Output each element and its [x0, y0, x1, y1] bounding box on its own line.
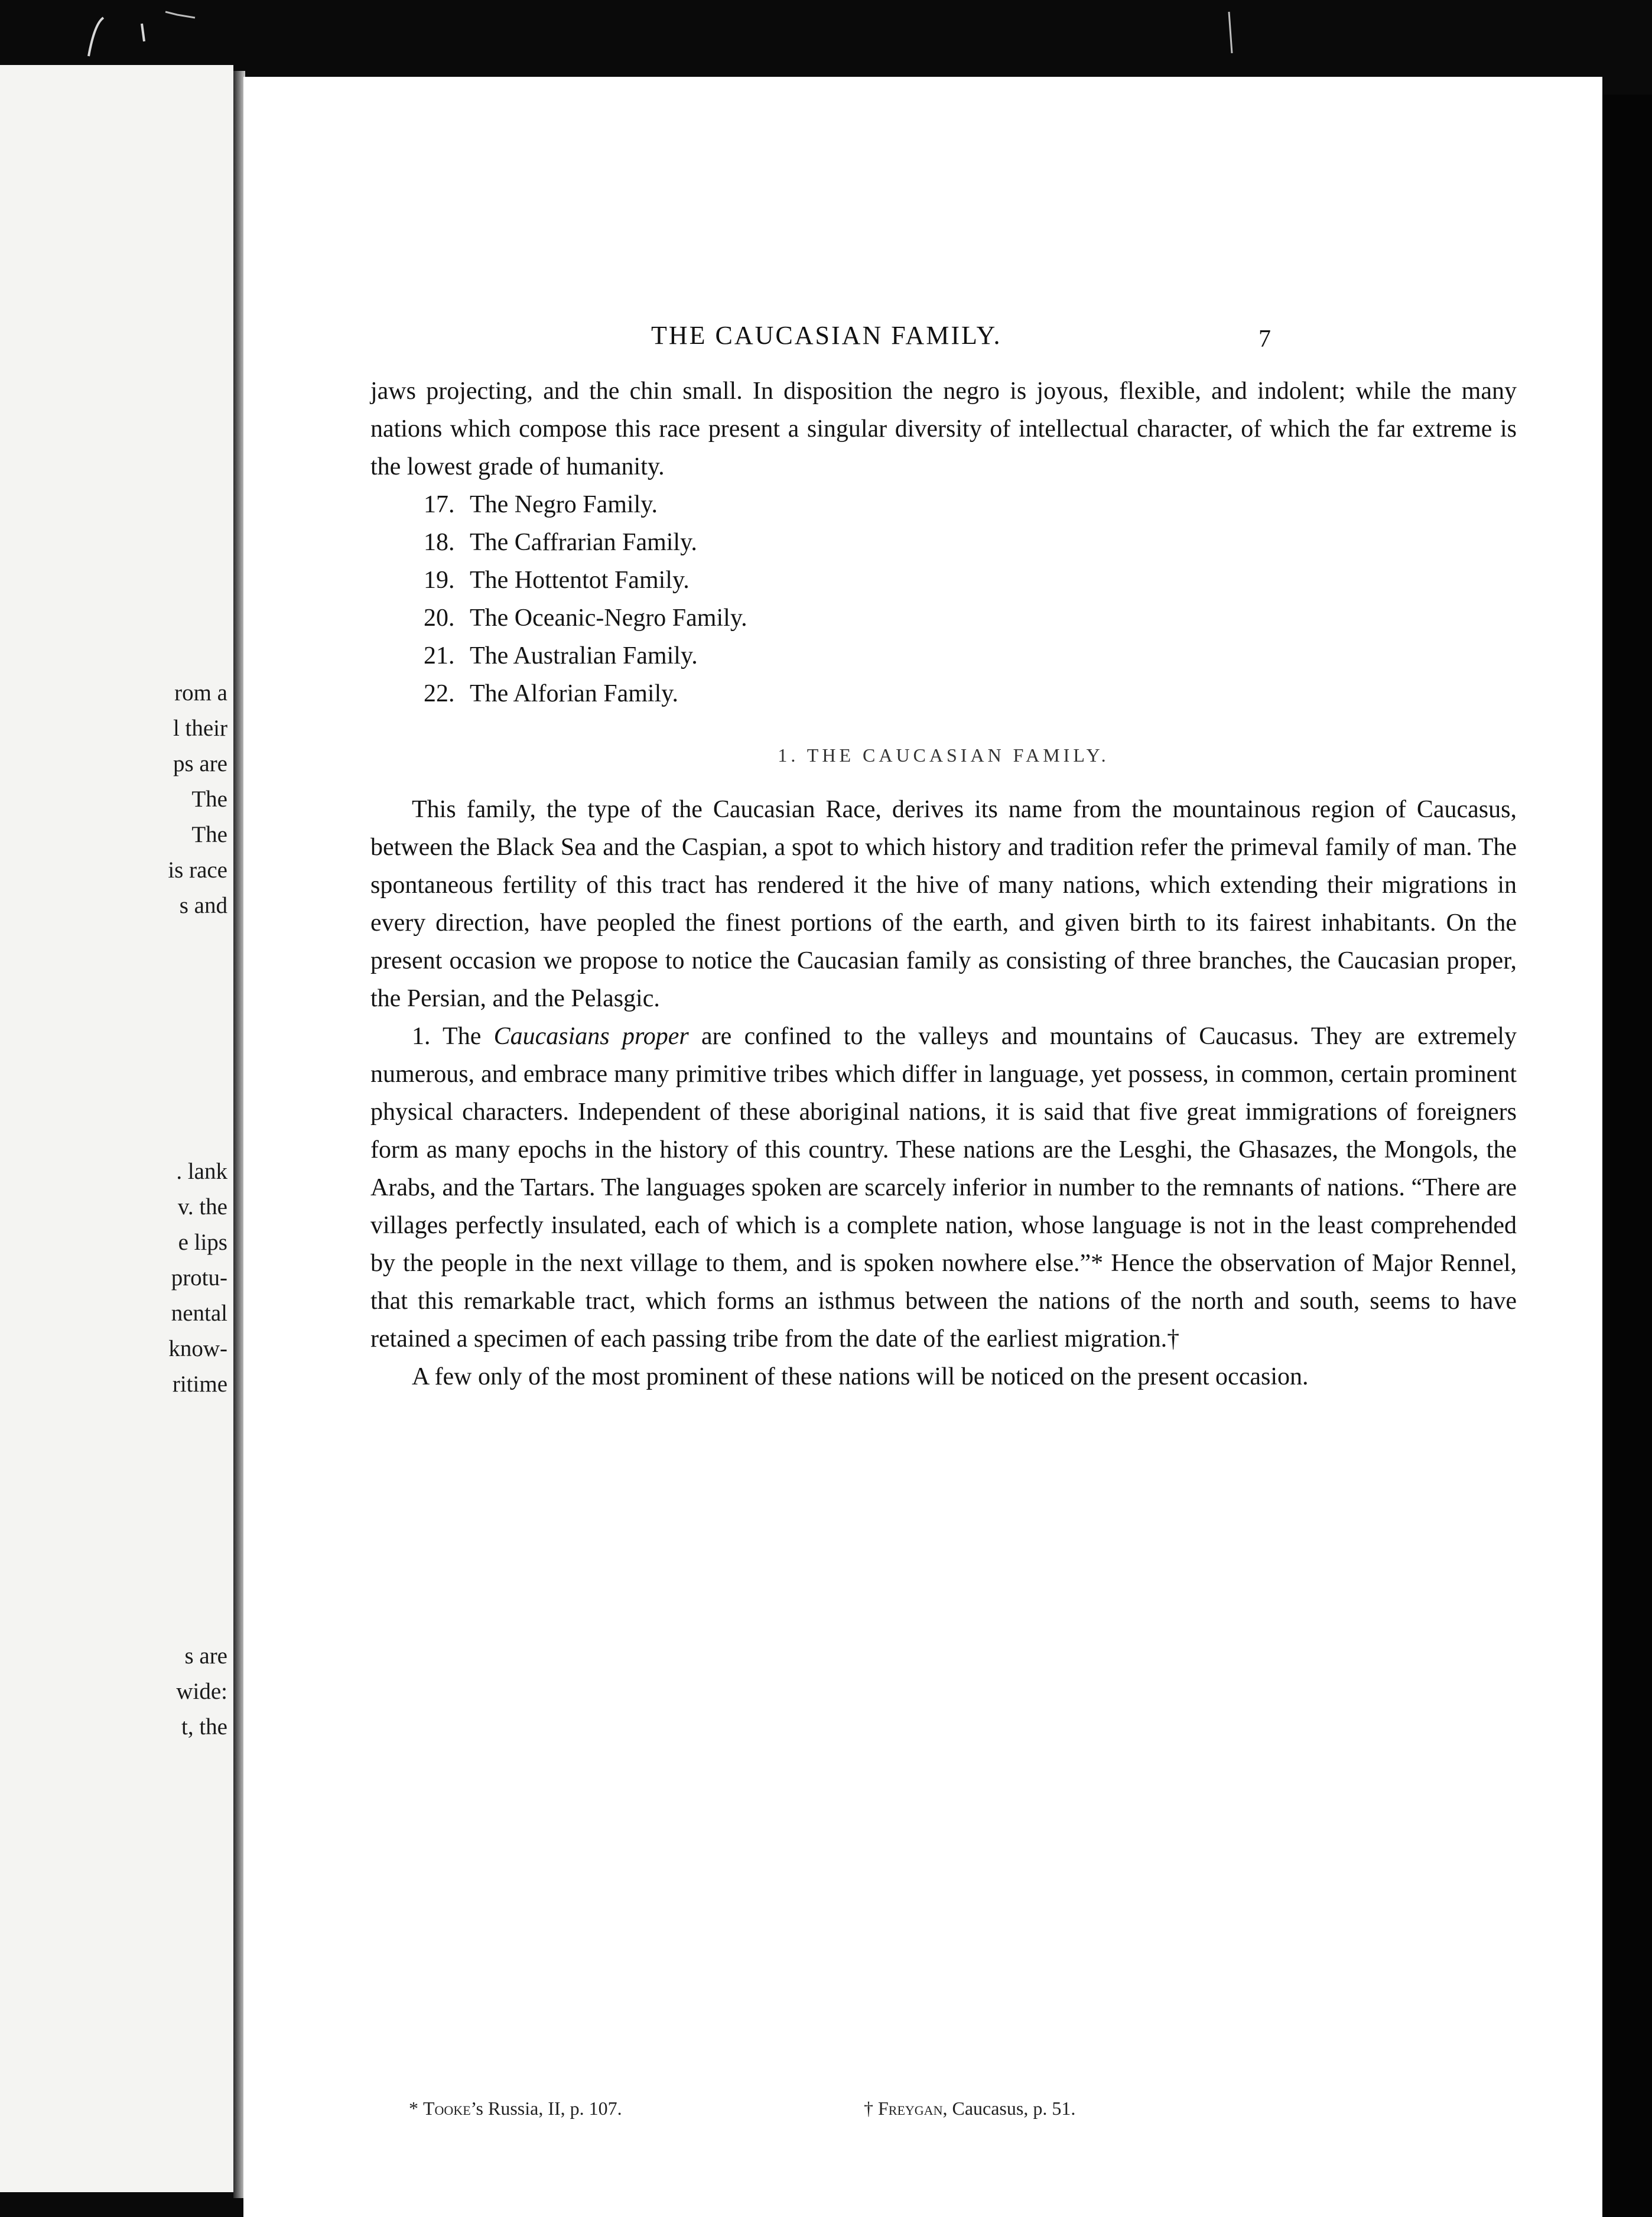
- list-number: 20.: [424, 604, 455, 632]
- left-fragment: s and: [179, 893, 227, 918]
- footnote-text: ’s Russia, II, p. 107.: [470, 2098, 622, 2119]
- list-item: [424, 675, 1517, 713]
- list-number: 18.: [424, 529, 455, 556]
- list-label: The Oceanic-Negro Family.: [470, 604, 747, 632]
- footnote-1: [409, 2098, 622, 2120]
- left-fragment: is race: [168, 857, 227, 883]
- left-fragment: wide:: [176, 1679, 227, 1704]
- paragraph-caucasians-proper: [370, 1018, 1517, 1358]
- page-number: 7: [1258, 326, 1271, 353]
- left-facing-page: [0, 65, 233, 2192]
- scan-border-right: [1602, 95, 1652, 2217]
- right-page: [243, 77, 1602, 2217]
- left-fragment: protu-: [171, 1265, 227, 1290]
- family-list: [370, 486, 1517, 713]
- list-item: [424, 561, 1517, 599]
- paragraph-continuation: jaws projecting, and the chin small. In disposition the negro is joyous, flexible, and indolent; while the many nations which compose this race present a singular diversity of intellectual character, of which the far extreme is the lowest grade of humanity.: [370, 378, 1517, 480]
- footnote-mark: †: [864, 2098, 878, 2119]
- footnote-text: , Caucasus, p. 51.: [942, 2098, 1076, 2119]
- footnote-2: [864, 2098, 1075, 2120]
- list-item: [424, 486, 1517, 524]
- left-fragment: The: [191, 786, 227, 812]
- paragraph-lead: 1. The: [412, 1023, 494, 1050]
- left-fragment: ps are: [173, 751, 227, 776]
- list-label: The Caffrarian Family.: [470, 529, 697, 556]
- scan-artifacts: [0, 0, 1652, 95]
- list-number: 17.: [424, 491, 455, 518]
- section-heading: 1. THE CAUCASIAN FAMILY.: [778, 745, 1110, 766]
- left-fragment: ritime: [172, 1371, 227, 1397]
- list-label: The Australian Family.: [470, 642, 698, 669]
- left-fragment: rom a: [174, 680, 227, 706]
- running-head: THE CAUCASIAN FAMILY.: [651, 321, 1002, 350]
- left-fragment: t, the: [181, 1714, 227, 1740]
- left-fragment: The: [191, 822, 227, 847]
- footnote-author: Tooke: [423, 2098, 471, 2119]
- list-item: [424, 599, 1517, 637]
- list-item: [424, 637, 1517, 675]
- footnote-mark: *: [409, 2098, 423, 2119]
- list-item: [424, 524, 1517, 561]
- left-fragment: know-: [168, 1336, 227, 1361]
- page-body: [370, 372, 1517, 1396]
- list-number: 21.: [424, 642, 455, 669]
- paragraph-text: are confined to the valleys and mountains of Caucasus. They are extremely numerous, and embrace many primitive tribes which differ in language, yet possess, in common, certain prominent physical characters. Independent of these aboriginal nations, it is said that five great immigrations of foreigners form as many epochs in the history of this country. These nations are the Lesghi, the Ghasazes, the Mongols, the Arabs, and the Tartars. The languages spoken are scarcely inferior in number to the remnants of nations. “There are villages perfectly insulated, each of which is a complete nation, whose language is not in the least comprehended by the people in the next village to them, and is spoken nowhere else.”* Hence the observation of Major Rennel, that this remarkable tract, which forms an isthmus between the nations of the north and south, seems to have retained a specimen of each passing tribe from the date of the earliest migration.†: [370, 1023, 1517, 1353]
- list-number: 22.: [424, 680, 455, 707]
- paragraph-intro: This family, the type of the Caucasian Race, derives its name from the mountainous region of Caucasus, between the Black Sea and the Caspian, a spot to which history and tradition refer the primeval family of man. The spontaneous fertility of this tract has rendered it the hive of many nations, which extending their migrations in every direction, have peopled the finest portions of the earth, and given birth to its fairest inhabitants. On the present occasion we propose to notice the Caucasian family as consisting of three branches, the Caucasian proper, the Persian, and the Pelasgic.: [370, 796, 1517, 1012]
- left-fragment: nental: [171, 1301, 227, 1326]
- paragraph-closing: A few only of the most prominent of these nations will be noticed on the present occasion.: [412, 1363, 1309, 1390]
- left-fragment: v. the: [177, 1194, 227, 1220]
- left-fragment: s are: [184, 1643, 227, 1669]
- list-label: The Hottentot Family.: [470, 567, 690, 594]
- left-fragment: e lips: [178, 1230, 227, 1255]
- footnote-author: Freygan: [878, 2098, 943, 2119]
- italic-term: Caucasians proper: [493, 1023, 689, 1050]
- left-fragment: l their: [173, 716, 227, 741]
- left-fragment: . lank: [176, 1159, 227, 1184]
- list-label: The Alforian Family.: [470, 680, 679, 707]
- list-number: 19.: [424, 567, 455, 594]
- list-label: The Negro Family.: [470, 491, 658, 518]
